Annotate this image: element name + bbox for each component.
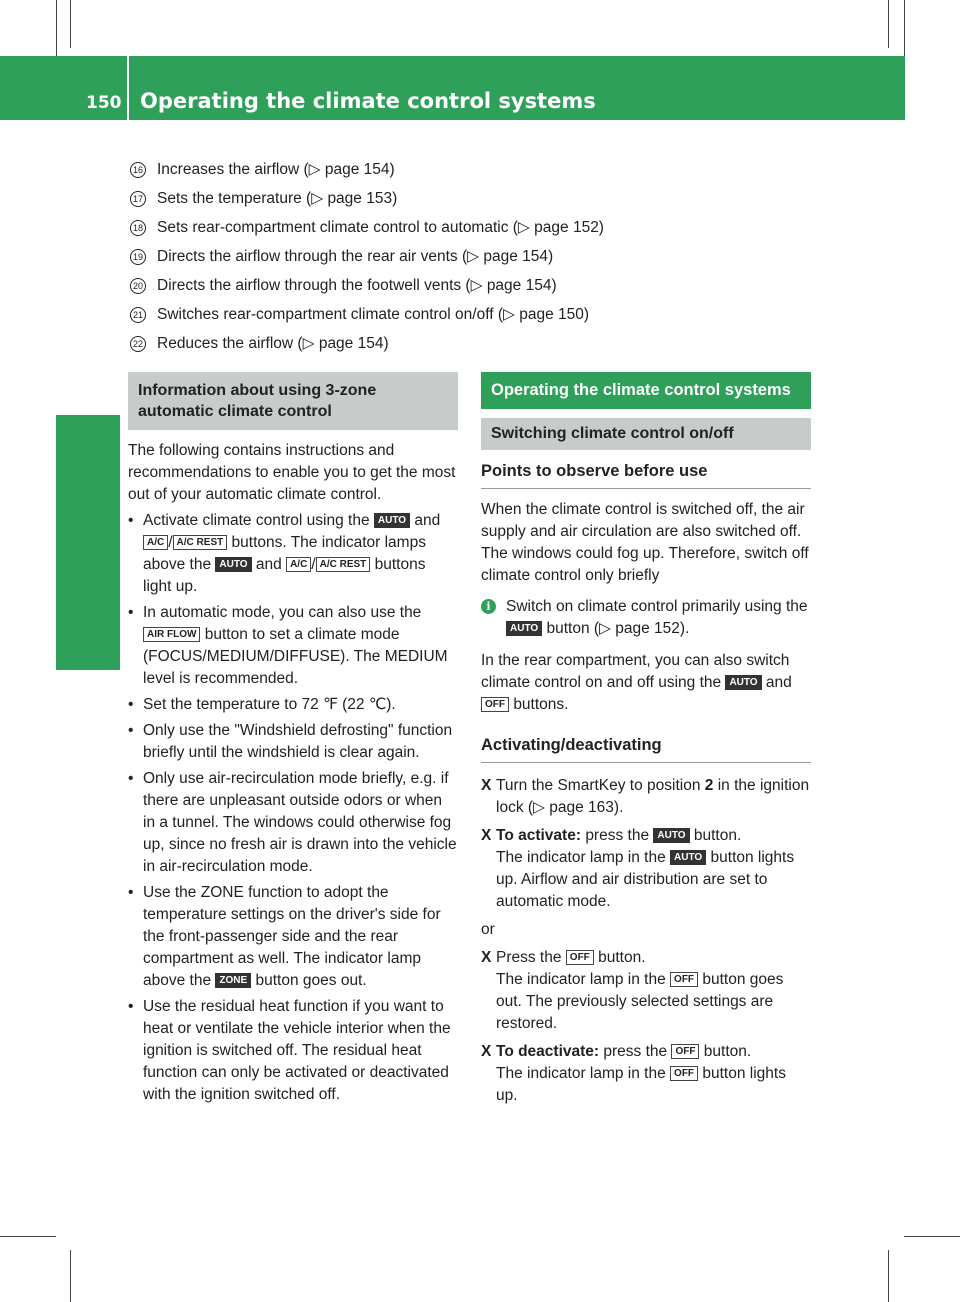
ac-rest-button-icon: A/C REST [173, 535, 228, 550]
step-item [481, 825, 811, 913]
text-run: button to set a climate mode (FOCUS/MEDIUM/DIFFUSE). The MEDIUM level is recommended. [143, 626, 448, 687]
callout-number: 21 [130, 307, 146, 323]
legend-item [130, 184, 830, 213]
step-text [496, 1041, 811, 1107]
text-run: press the [603, 1043, 668, 1060]
heading-points: Points to observe before use [481, 460, 811, 489]
text-run: button. [703, 1043, 752, 1060]
text-run: button goes out. The previously selected settings are restored. [496, 971, 784, 1032]
off-button-icon: OFF [566, 950, 594, 965]
paragraph: When the climate control is switched off, the air supply and air circulation are also switched off. The windows could fog up. Therefore, switch off climate control only briefly [481, 501, 809, 584]
bullet-marker: • [128, 998, 134, 1015]
off-button-icon: OFF [670, 1066, 698, 1081]
legend-text: Reduces the airflow (▷ page 154) [157, 335, 389, 352]
ac-button-icon: A/C [286, 557, 311, 572]
info-icon: i [481, 599, 496, 614]
bullet-item [128, 882, 458, 992]
bullet-text [143, 602, 458, 690]
callout-number: 16 [130, 162, 146, 178]
bullet-marker: • [128, 770, 134, 787]
callout-number: 20 [130, 278, 146, 294]
header-divider [127, 56, 129, 120]
legend-text: Switches rear-compartment climate control on/off (▷ page 150) [157, 306, 590, 323]
crop-mark [56, 0, 57, 56]
step-text [496, 825, 811, 913]
step-item [481, 947, 811, 1035]
bullet-item [128, 996, 458, 1106]
text-run: In automatic mode, you can also use the [143, 604, 422, 621]
key-position: 2 [704, 777, 714, 794]
crop-mark [904, 0, 905, 56]
right-column [481, 372, 811, 1107]
text-run: button. [598, 949, 646, 966]
step-text [496, 775, 811, 819]
text-run: button lights up. Airflow and air distribution are set to automatic mode. [496, 849, 795, 910]
text-run: button. [693, 827, 742, 844]
text-run: Turn the SmartKey to position [496, 777, 701, 794]
bullet-marker: • [128, 512, 134, 529]
text-run: buttons. [513, 696, 569, 713]
legend-text: Directs the airflow through the footwell vents (▷ page 154) [157, 277, 557, 294]
crop-mark [0, 1236, 56, 1237]
callout-number: 17 [130, 191, 146, 207]
crop-mark [70, 1250, 71, 1302]
info-text [506, 596, 811, 640]
bullet-item [128, 768, 458, 878]
text-run: button lights up. [496, 1065, 786, 1104]
page-number: 150 [86, 93, 122, 113]
bullet-text [143, 882, 458, 992]
crop-mark [70, 0, 71, 48]
text-run: buttons. The indicator lamps above the [143, 534, 426, 573]
bullet-text: Only use the "Windshield defrosting" function briefly until the windshield is clear again. [143, 722, 453, 761]
text-run: in the ignition lock (▷ page 163). [496, 777, 810, 816]
crop-mark [888, 1250, 889, 1302]
step-arrow-icon: X [481, 827, 492, 844]
text-run: The indicator lamp in the [496, 849, 666, 866]
step-item [481, 775, 811, 819]
bullet-marker: • [128, 696, 134, 713]
bullet-text: Use the residual heat function if you want to heat or ventilate the vehicle interior when the ignition is switched off. The residual heat function can only be activated or deactivated with the ignition switched off. [143, 998, 451, 1103]
airflow-button-icon: AIR FLOW [143, 627, 200, 642]
step-item [481, 1041, 811, 1107]
legend-text: Sets the temperature (▷ page 153) [157, 190, 398, 207]
paragraph [481, 650, 811, 716]
info-note [481, 596, 811, 640]
zone-button-icon: ZONE [215, 973, 251, 988]
legend-list [130, 155, 830, 358]
bullet-text: Set the temperature to 72 ℉ (22 ℃). [143, 696, 396, 713]
step-arrow-icon: X [481, 949, 492, 966]
text-run: and [765, 674, 792, 691]
auto-button-icon: AUTO [670, 850, 706, 865]
crop-mark [888, 0, 889, 48]
callout-number: 19 [130, 249, 146, 265]
off-button-icon: OFF [671, 1044, 699, 1059]
callout-number: 18 [130, 220, 146, 236]
auto-button-icon: AUTO [653, 828, 689, 843]
ac-rest-button-icon: A/C REST [316, 557, 371, 572]
or-text: or [481, 921, 495, 938]
legend-item [130, 300, 830, 329]
text-run: Switch on climate control primarily using the [506, 598, 808, 615]
bullet-text: Activate climate control using the AUTO and A/C / A/C REST buttons. The indicator lamps above the AUTO and A/C / A/C REST buttons light up. [143, 512, 441, 595]
left-column [128, 372, 458, 1106]
bullet-item [128, 602, 458, 690]
legend-text: Increases the airflow (▷ page 154) [157, 161, 395, 178]
crop-mark [904, 1236, 960, 1237]
legend-item [130, 271, 830, 300]
section-heading-operating: Operating the climate control systems [481, 372, 811, 409]
page-title: Operating the climate control systems [140, 89, 596, 113]
legend-item [130, 329, 830, 358]
step-label: To activate: [496, 827, 581, 844]
step-text [496, 947, 811, 1035]
legend-item [130, 242, 830, 271]
ac-button-icon: A/C [143, 535, 168, 550]
step-arrow-icon: X [481, 777, 492, 794]
text-run: button (▷ page 152). [546, 620, 690, 637]
heading-activating: Activating/deactivating [481, 734, 811, 763]
chapter-label: Climate control [86, 471, 112, 670]
intro-paragraph: The following contains instructions and recommendations to enable you to get the most out of your automatic climate control. [128, 442, 456, 503]
text-run: press the [585, 827, 650, 844]
legend-item [130, 155, 830, 184]
auto-button-icon: AUTO [725, 675, 761, 690]
off-button-icon: OFF [670, 972, 698, 987]
subsection-heading: Switching climate control on/off [481, 418, 811, 450]
bullet-item [128, 694, 458, 716]
text-run: In the rear compartment, you can also switch climate control on and off using the [481, 652, 790, 691]
text-run: buttons light up. [143, 556, 426, 595]
text-run: button goes out. [255, 972, 367, 989]
section-heading-info: Information about using 3-zone automatic climate control [128, 372, 458, 430]
text-run: Activate climate control using the [143, 512, 370, 529]
legend-text: Sets rear-compartment climate control to automatic (▷ page 152) [157, 219, 604, 236]
text-run: The indicator lamp in the [496, 971, 666, 988]
off-button-icon: OFF [481, 697, 509, 712]
bullet-item [128, 720, 458, 764]
bullet-marker: • [128, 604, 134, 621]
auto-button-icon: AUTO [506, 621, 542, 636]
text-run: The indicator lamp in the [496, 1065, 666, 1082]
legend-text: Directs the airflow through the rear air vents (▷ page 154) [157, 248, 554, 265]
step-arrow-icon: X [481, 1043, 492, 1060]
text-run: and [414, 512, 441, 529]
bullet-marker: • [128, 884, 134, 901]
text-run: Press the [496, 949, 562, 966]
legend-item [130, 213, 830, 242]
page-header [0, 56, 905, 120]
text-run: and [255, 556, 282, 573]
auto-button-icon: AUTO [215, 557, 251, 572]
bullet-item [128, 510, 458, 598]
auto-button-icon: AUTO [374, 513, 410, 528]
callout-number: 22 [130, 336, 146, 352]
bullet-text: Only use air-recirculation mode briefly, e.g. if there are unpleasant outside odors or when in a tunnel. The windows could otherwise fog up, since no fresh air is drawn into the vehicle in air-recirculation mode. [143, 770, 457, 875]
bullet-marker: • [128, 722, 134, 739]
text-run: Use the ZONE function to adopt the temperature settings on the driver's side for the front-passenger side and the rear compartment as well. The indicator lamp above the [143, 884, 441, 989]
step-label: To deactivate: [496, 1043, 600, 1060]
